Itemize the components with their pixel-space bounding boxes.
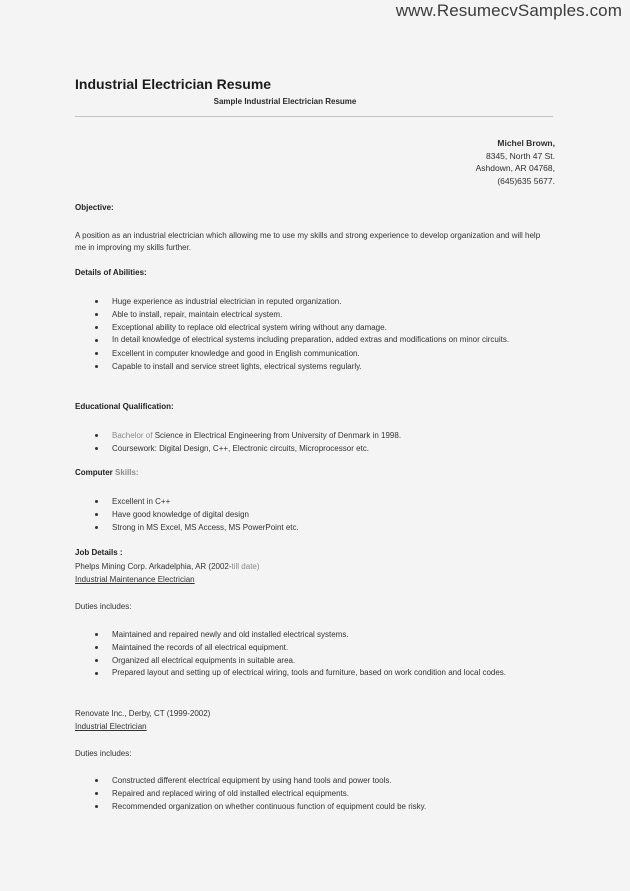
list-item: Have good knowledge of digital design	[75, 508, 545, 521]
job2-duties-label: Duties includes:	[75, 749, 132, 758]
contact-name: Michel Brown,	[497, 138, 555, 148]
computer-skills-heading	[75, 468, 139, 477]
job1-duties-list	[75, 628, 545, 680]
abilities-heading: Details of Abilities:	[75, 268, 147, 277]
education-heading: Educational Qualification:	[75, 402, 174, 411]
job1-company-faint: till date)	[231, 562, 260, 571]
list-item: Exceptional ability to replace old electrical system wiring without any damage.	[75, 321, 545, 334]
list-item: Capable to install and service street lights, electrical systems regularly.	[75, 360, 545, 373]
degree-text: Science in Electrical Engineering from University of Denmark in 1998.	[154, 431, 402, 440]
list-item: Excellent in computer knowledge and good in English communication.	[75, 347, 545, 360]
contact-block	[476, 137, 555, 187]
job2-duties-list	[75, 774, 545, 813]
list-item: Huge experience as industrial electrician in reputed organization.	[75, 295, 545, 308]
job-details-heading: Job Details :	[75, 548, 123, 557]
objective-heading: Objective:	[75, 203, 114, 212]
resume-subtitle: Sample Industrial Electrician Resume	[213, 97, 357, 106]
list-item: Excellent in C++	[75, 495, 545, 508]
contact-street: 8345, North 47 St.	[486, 150, 555, 161]
list-item: In detail knowledge of electrical systems including preparation, added extras and modifications on minor circuits.	[75, 334, 545, 346]
contact-phone: (645)635 5677.	[497, 175, 555, 186]
list-item: Maintained and repaired newly and old installed electrical systems.	[75, 628, 545, 641]
job1-company-main: Phelps Mining Corp. Arkadelphia, AR (2002-	[75, 562, 232, 571]
abilities-list	[75, 295, 545, 373]
watermark-text: www.ResumecvSamples.com	[395, 1, 622, 20]
computer-skills-list	[75, 495, 545, 534]
list-item: Repaired and replaced wiring of old installed electrical equipments.	[75, 787, 545, 800]
contact-city: Ashdown, AR 04768,	[475, 163, 555, 173]
list-item: Prepared layout and setting up of electrical wiring, tools and furniture, based on work condition and local codes.	[75, 667, 545, 679]
job1-duties-label: Duties includes:	[75, 602, 132, 611]
list-item: Maintained the records of all electrical equipment.	[75, 641, 545, 654]
list-item: Constructed different electrical equipment by using hand tools and power tools.	[75, 774, 545, 787]
education-list	[75, 429, 545, 455]
objective-text: A position as an industrial electrician which allowing me to use my skills and strong experience to develop organization and will help me in improving my skills further.	[75, 231, 541, 252]
computer-skills-heading-rest: Skills:	[115, 468, 139, 477]
title-divider	[75, 116, 553, 117]
list-item	[75, 429, 545, 442]
job2-company: Renovate Inc., Derby, CT (1999-2002)	[75, 709, 211, 718]
computer-skills-heading-strong: Computer	[75, 468, 113, 477]
job1-role: Industrial Maintenance Electrician	[75, 575, 195, 584]
degree-prefix: Bachelor of	[112, 431, 153, 440]
list-item: Coursework: Digital Design, C++, Electronic circuits, Microprocessor etc.	[75, 442, 545, 455]
list-item: Strong in MS Excel, MS Access, MS PowerPoint etc.	[75, 521, 545, 534]
job1-company	[75, 560, 260, 573]
resume-title: Industrial Electrician Resume	[75, 76, 272, 92]
list-item: Organized all electrical equipments in suitable area.	[75, 654, 545, 667]
list-item: Recommended organization on whether continuous function of equipment could be risky.	[75, 800, 545, 813]
job2-role: Industrial Electrician	[75, 722, 147, 731]
list-item: Able to install, repair, maintain electrical system.	[75, 308, 545, 321]
